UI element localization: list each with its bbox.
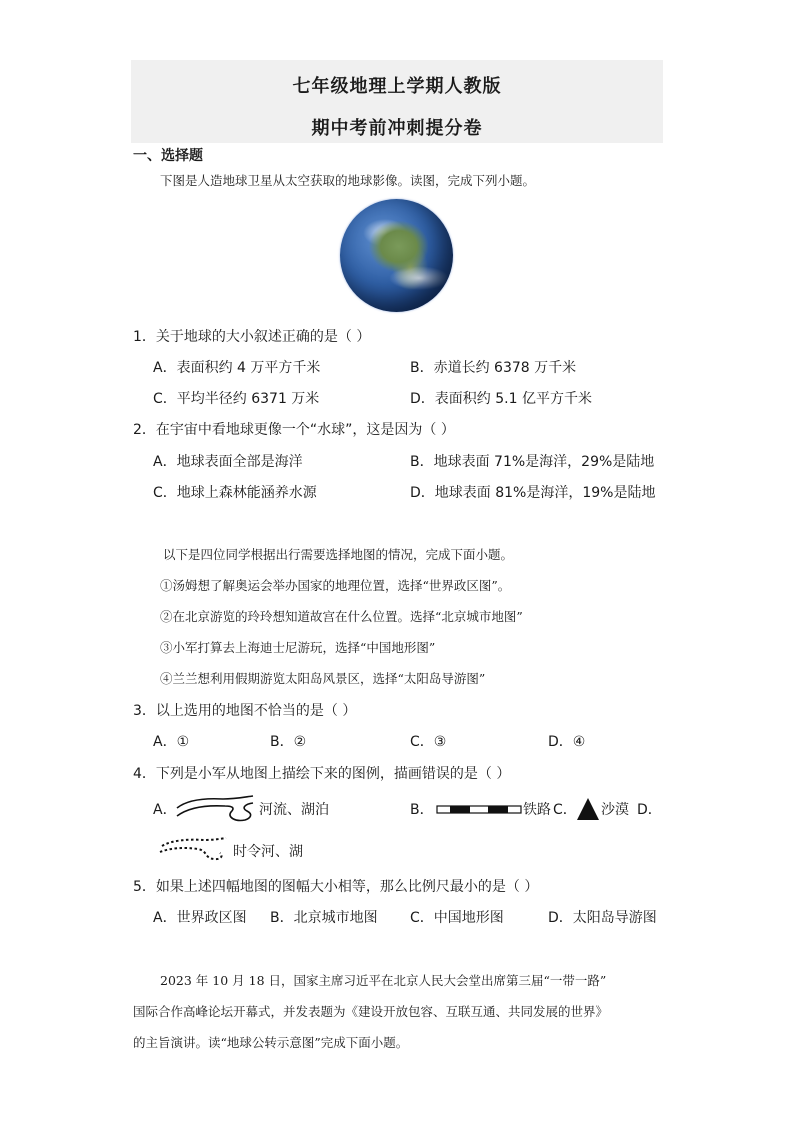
question-1-option-a[interactable]: A．表面积约 4 万平方千米 — [153, 360, 321, 376]
question-4-option-a-letter[interactable]: A． — [153, 802, 177, 818]
intro-item-4: ④兰兰想利用假期游览太阳岛风景区，选择“太阳岛导游图” — [160, 671, 486, 686]
triangle-legend-icon — [576, 797, 600, 821]
question-1-stem: 1．关于地球的大小叙述正确的是（ ） — [133, 329, 371, 345]
question-3-option-d[interactable]: D．④ — [548, 734, 586, 750]
question-2-option-c[interactable]: C．地球上森林能涵养水源 — [153, 485, 317, 501]
question-4-option-a-label: 河流、湖泊 — [259, 802, 329, 818]
question-4-option-c-label: 沙漠 — [601, 802, 629, 818]
intro-item-2: ②在北京游览的玲玲想知道故宫在什么位置。选择“北京城市地图” — [160, 609, 523, 624]
question-1-option-b[interactable]: B．赤道长约 6378 万千米 — [410, 360, 577, 376]
question-5-option-b[interactable]: B．北京城市地图 — [270, 910, 378, 926]
intro-text-3-line3: 的主旨演讲。读“地球公转示意图”完成下面小题。 — [133, 1035, 409, 1050]
question-4-option-c-letter[interactable]: C． — [553, 802, 577, 818]
intro-item-1: ①汤姆想了解奥运会举办国家的地理位置，选择“世界政区图”。 — [160, 578, 511, 593]
intro-text-3-line2: 国际合作高峰论坛开幕式，并发表题为《建设开放包容、互联互通、共同发展的世界》 — [133, 1004, 609, 1019]
question-5-option-a[interactable]: A．世界政区图 — [153, 910, 247, 926]
question-5-stem: 5．如果上述四幅地图的图幅大小相等，那么比例尺最小的是（ ） — [133, 879, 539, 895]
question-4-option-d-label: 时令河、湖 — [233, 844, 303, 860]
question-4-stem: 4．下列是小军从地图上描绘下来的图例，描画错误的是（ ） — [133, 766, 511, 782]
question-3-option-a[interactable]: A．① — [153, 734, 190, 750]
question-5-option-d[interactable]: D．太阳岛导游图 — [548, 910, 657, 926]
page-title-line2: 期中考前冲刺提分卷 — [311, 118, 483, 139]
question-2-option-a[interactable]: A．地球表面全部是海洋 — [153, 454, 303, 470]
intro-text-2: 以下是四位同学根据出行需要选择地图的情况，完成下面小题。 — [163, 547, 514, 562]
question-1-option-d[interactable]: D．表面积约 5.1 亿平方千米 — [410, 391, 592, 407]
intro-text-1: 下图是人造地球卫星从太空获取的地球影像。读图，完成下列小题。 — [160, 173, 536, 188]
question-4-option-b-letter[interactable]: B． — [410, 802, 434, 818]
question-2-option-b[interactable]: B．地球表面 71%是海洋，29%是陆地 — [410, 454, 655, 470]
question-4-option-d-letter[interactable]: D． — [637, 802, 662, 818]
intro-item-3: ③小军打算去上海迪士尼游玩，选择“中国地形图” — [160, 640, 436, 655]
page-title-line1: 七年级地理上学期人教版 — [292, 76, 502, 97]
question-3-option-c[interactable]: C．③ — [410, 734, 447, 750]
question-3-stem: 3．以上选用的地图不恰当的是（ ） — [133, 703, 357, 719]
question-2-option-d[interactable]: D．地球表面 81%是海洋，19%是陆地 — [410, 485, 656, 501]
railway-legend-icon — [436, 803, 522, 817]
question-2-stem: 2．在宇宙中看地球更像一个“水球”，这是因为（ ） — [133, 422, 455, 438]
section-heading: 一、选择题 — [133, 148, 203, 164]
question-4-option-b-label: 铁路 — [523, 802, 551, 818]
river-lake-legend-icon — [175, 794, 257, 824]
question-1-option-c[interactable]: C．平均半径约 6371 万米 — [153, 391, 320, 407]
question-3-option-b[interactable]: B．② — [270, 734, 307, 750]
earth-image — [340, 199, 453, 312]
question-5-option-c[interactable]: C．中国地形图 — [410, 910, 504, 926]
intro-text-3-line1: 2023 年 10 月 18 日，国家主席习近平在北京人民大会堂出席第三届“一带一路” — [160, 973, 607, 988]
seasonal-river-legend-icon — [158, 834, 228, 864]
